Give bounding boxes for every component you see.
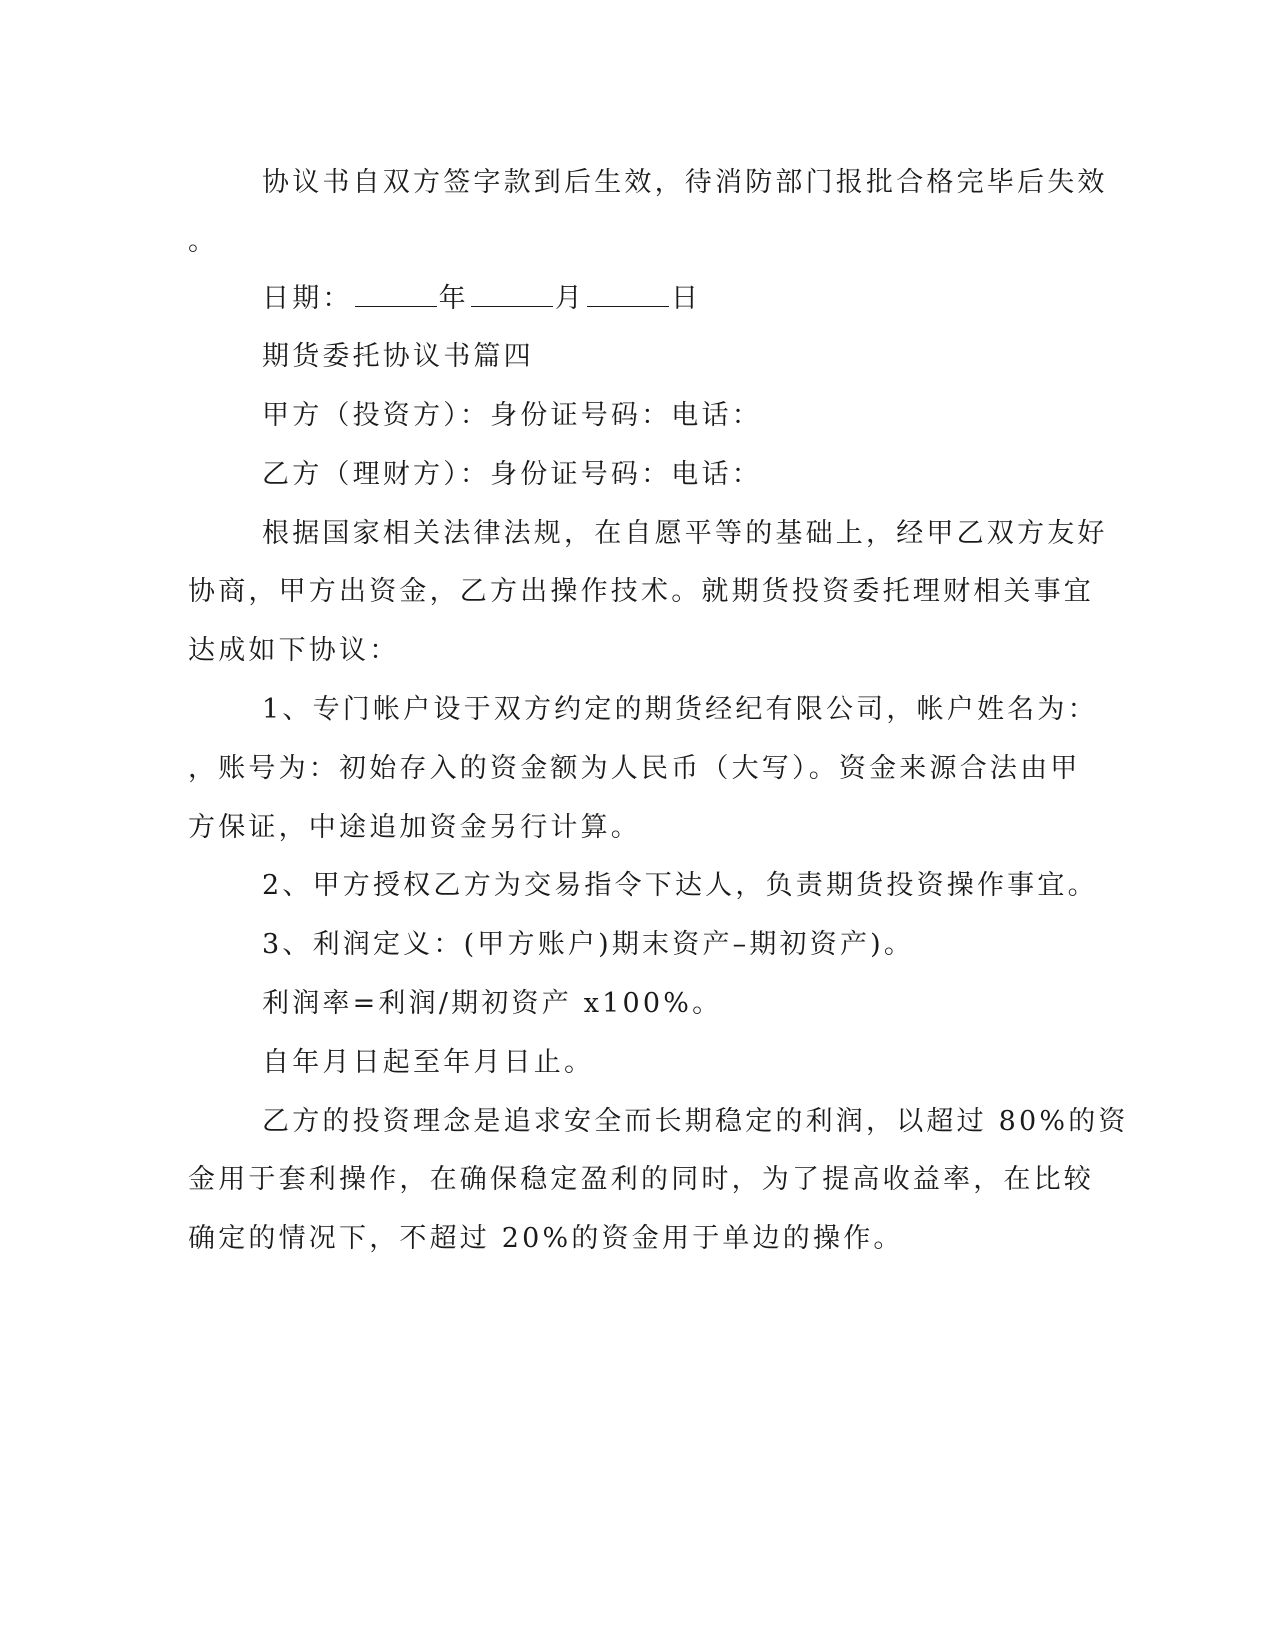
day-blank [587, 282, 669, 307]
party-b-line: 乙方（理财方）：身份证号码：电话： [262, 459, 762, 490]
month-blank [471, 282, 553, 307]
preamble-line-3: 达成如下协议： [188, 635, 400, 666]
section-heading: 期货委托协议书篇四 [262, 341, 534, 372]
effect-clause-line-1: 协议书自双方签字款到后生效，待消防部门报批合格完毕后失效 [262, 167, 1108, 198]
strategy-line-3: 确定的情况下，不超过 20%的资金用于单边的操作。 [188, 1223, 904, 1254]
date-line [262, 282, 1142, 316]
clause-2-line: 2、甲方授权乙方为交易指令下达人，负责期货投资操作事宜。 [262, 870, 1098, 901]
strategy-line-2: 金用于套利操作，在确保稳定盈利的同时，为了提高收益率，在比较 [188, 1164, 1094, 1195]
preamble-line-1: 根据国家相关法律法规，在自愿平等的基础上，经甲乙双方友好 [262, 518, 1108, 549]
date-label: 日期： [262, 283, 353, 314]
clause-3-line: 3、利润定义：(甲方账户)期末资产–期初资产)。 [262, 929, 915, 960]
clause-1-line-2: ，账号为：初始存入的资金额为人民币（大写）。资金来源合法由甲 [188, 753, 1081, 784]
preamble-line-2: 协商，甲方出资金，乙方出操作技术。就期货投资委托理财相关事宜 [188, 576, 1094, 607]
profit-rate-line: 利润率=利润/期初资产 x100%。 [262, 988, 723, 1019]
clause-1-line-1: 1、专门帐户设于双方约定的期货经纪有限公司，帐户姓名为： [262, 694, 1098, 725]
year-blank [355, 282, 437, 307]
day-label: 日 [671, 283, 702, 314]
effect-clause-line-2: 。 [188, 226, 219, 257]
month-label: 月 [554, 283, 586, 314]
term-line: 自年月日起至年月日止。 [262, 1047, 595, 1078]
clause-1-line-3: 方保证，中途追加资金另行计算。 [188, 812, 641, 843]
strategy-line-1: 乙方的投资理念是追求安全而长期稳定的利润，以超过 80%的资 [262, 1106, 1129, 1137]
year-label: 年 [438, 283, 469, 314]
party-a-line: 甲方（投资方）：身份证号码：电话： [262, 400, 762, 431]
